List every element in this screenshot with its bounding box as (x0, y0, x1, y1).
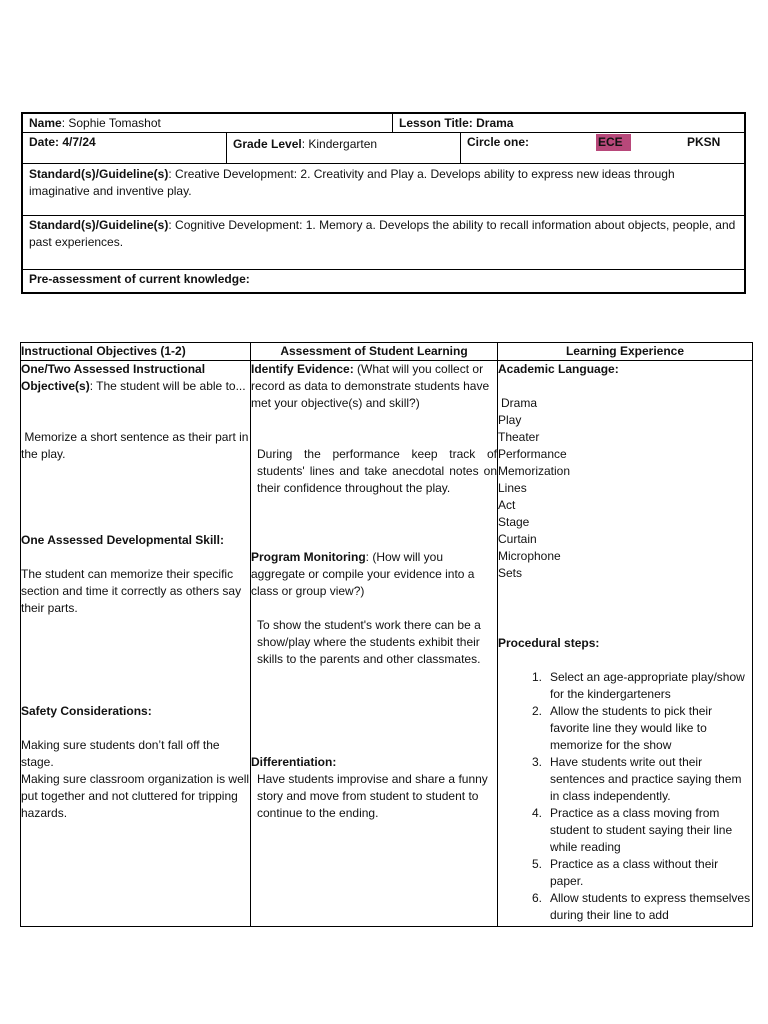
differentiation-text: Have students improvise and share a funny story and move from student to student to continue to the ending. (257, 772, 488, 820)
circle-cell (461, 133, 744, 163)
table-header-row (21, 343, 752, 361)
differentiation-label: Differentiation: (251, 755, 337, 769)
standard-2-text: : Cognitive Development: 1. Memory a. Develops the ability to recall information about objects, people, and past experiences. (29, 218, 736, 249)
standard-1-cell (23, 165, 744, 215)
objectives-column (21, 361, 251, 926)
objective-label: One/Two Assessed Instructional Objective(s) (21, 362, 206, 393)
header-objectives: Instructional Objectives (1-2) (21, 343, 251, 360)
objective-block (21, 361, 250, 395)
row-name-title (23, 114, 744, 133)
monitoring-block (251, 549, 497, 600)
objective-detail: Memorize a short sentence as their part in the play. (21, 430, 252, 461)
circle-option-pksn: PKSN (687, 135, 721, 149)
assessment-column (251, 361, 498, 926)
vocab-list (498, 395, 752, 582)
safety-text-1: Making sure students don’t fall off the stage. (21, 738, 220, 769)
list-item: 2. Allow the students to pick their favorite line they would like to memorize for the show (531, 704, 713, 752)
list-item: 3. Have students write out their sentences and practice saying them in class independently. (531, 755, 742, 803)
grade-cell (227, 133, 461, 163)
safety-text-2: Making sure classroom organization is well put together and not cluttered for tripping hazards. (21, 772, 250, 820)
circle-option-ece: ECE (596, 134, 631, 151)
monitoring-detail: To show the student's work there can be a show/play where the students exhibit their skills to the parents and other classmates. (257, 618, 481, 666)
monitoring-text: : (How will you aggregate or compile your evidence into a class or group view?) (251, 550, 475, 598)
evidence-label: Identify Evidence: (251, 362, 354, 376)
vocab-item: Memorization (498, 464, 571, 478)
lesson-title-cell: Lesson Title: Drama (399, 116, 514, 130)
name-label: Name (29, 116, 62, 130)
preassessment-cell: Pre-assessment of current knowledge: (29, 272, 250, 286)
vocab-item: Performance (498, 447, 567, 461)
row-standard-2 (23, 216, 744, 270)
standard-1-label: Standard(s)/Guideline(s) (29, 167, 169, 181)
name-value: : Sophie Tomashot (61, 116, 161, 130)
header-learning-experience: Learning Experience (565, 344, 685, 358)
list-item: 1. Select an age-appropriate play/show for the kindergarteners (531, 670, 745, 701)
procedural-steps-label: Procedural steps: (498, 636, 600, 650)
vocab-item: Curtain (498, 532, 537, 546)
procedural-steps-list (498, 669, 752, 924)
standard-2-cell (23, 216, 744, 269)
circle-label: Circle one: (467, 135, 530, 149)
academic-language-label: Academic Language: (498, 362, 619, 376)
vocab-item: Microphone (498, 549, 561, 563)
standard-1-text: : Creative Development: 2. Creativity and Play a. Develops ability to express new ideas through imaginative and inventive play. (29, 167, 675, 198)
evidence-text: (What will you collect or record as data to demonstrate students have met your objective(s) and skill?) (251, 362, 490, 410)
vocab-item: Lines (498, 481, 527, 495)
lesson-info-table (21, 112, 746, 294)
dev-skill-label: One Assessed Developmental Skill: (21, 533, 224, 547)
learning-experience-column (498, 361, 752, 926)
list-item: 4. Practice as a class moving from student to student saying their line while reading (531, 806, 733, 854)
row-preassessment (23, 270, 744, 292)
list-item: 6. Allow students to express themselves during their line to add (531, 891, 751, 922)
lesson-plan-table (20, 342, 753, 927)
objective-text: : The student will be able to... (89, 379, 246, 393)
row-date-grade (23, 133, 744, 164)
grade-label: Grade Level (233, 137, 302, 151)
safety-label: Safety Considerations: (21, 704, 152, 718)
table-body-row (21, 361, 752, 926)
vocab-item: Play (498, 413, 522, 427)
standard-2-label: Standard(s)/Guideline(s) (29, 218, 169, 232)
evidence-block (251, 361, 497, 412)
grade-value: : Kindergarten (301, 137, 378, 151)
vocab-item: Stage (498, 515, 530, 529)
name-cell (23, 114, 393, 132)
vocab-item: Act (498, 498, 516, 512)
header-assessment: Assessment of Student Learning (251, 343, 498, 360)
dev-skill-text: The student can memorize their specific section and time it correctly as others say their parts. (21, 567, 242, 615)
date-cell: Date: 4/7/24 (23, 133, 227, 163)
vocab-item: Drama (501, 396, 538, 410)
vocab-item: Theater (498, 430, 540, 444)
row-standard-1 (23, 164, 744, 216)
vocab-item: Sets (498, 566, 523, 580)
monitoring-label: Program Monitoring (251, 550, 366, 564)
list-item: 5. Practice as a class without their paper. (531, 857, 719, 888)
evidence-detail: During the performance keep track of students' lines and take anecdotal notes on their confidence throughout the play. (257, 447, 497, 495)
